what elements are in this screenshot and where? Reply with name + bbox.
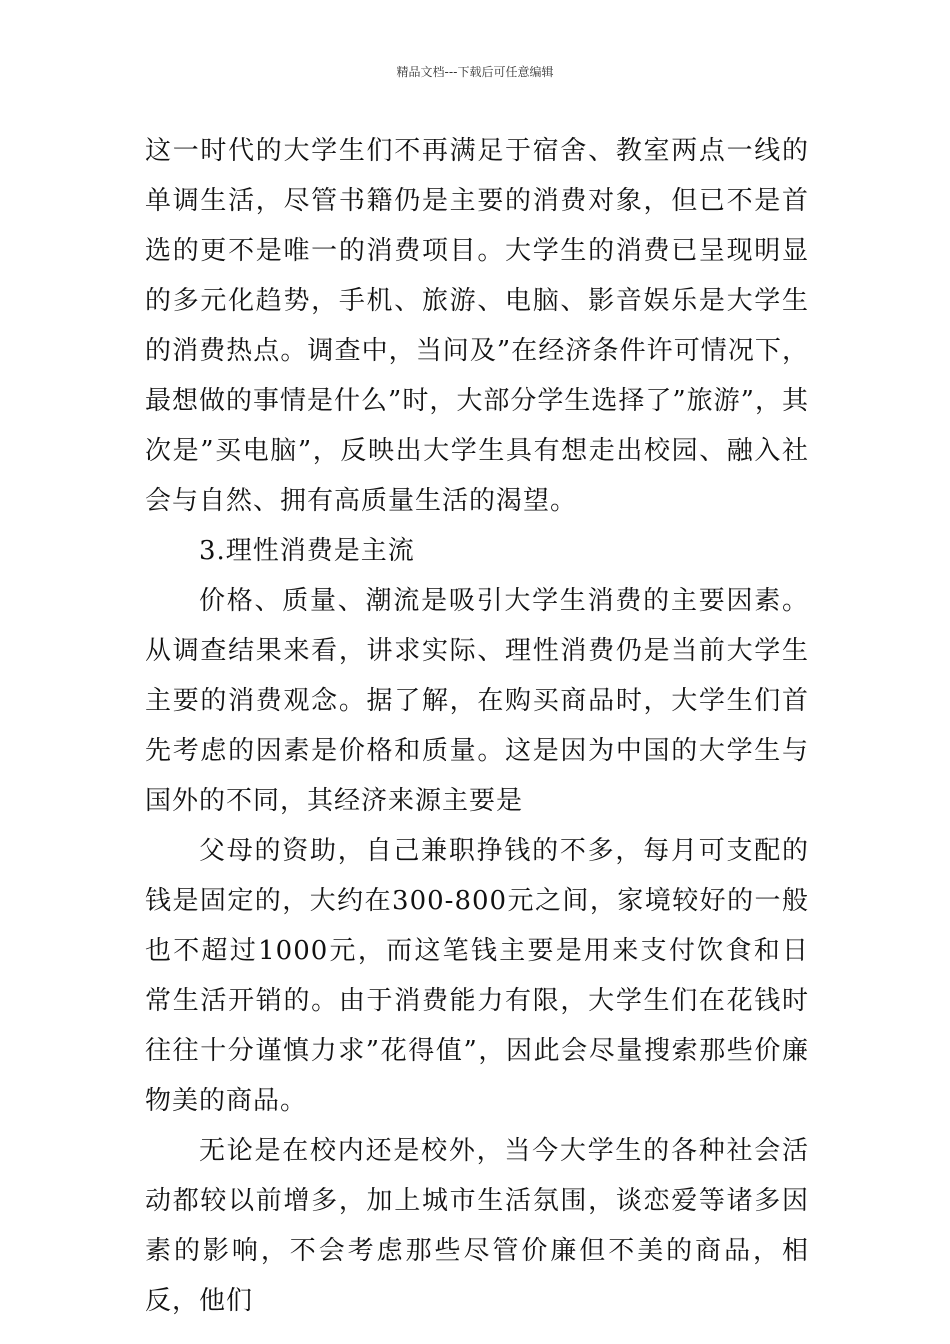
paragraph-parental-funding: 父母的资助，自己兼职挣钱的不多，每月可支配的钱是固定的，大约在300-800元之间，家境较好的一般也不超过1000元，而这笔钱主要是用来支付饮食和日常生活开销的。由于消费能力有限，大学生们在花钱时往往十分谨慎力求”花得值”，因此会尽量搜索那些价廉物美的商品。 (145, 836, 809, 1116)
paragraph-social-activities: 无论是在校内还是校外，当今大学生的各种社会活动都较以前增多，加上城市生活氛围，谈恋爱等诸多因素的影响，不会考虑那些尽管价廉但不美的商品，相反，他们 (145, 1136, 809, 1316)
page-header: 精品文档---下载后可任意编辑 (396, 65, 554, 79)
paragraph-consumption-diversification: 这一时代的大学生们不再满足于宿舍、教室两点一线的单调生活，尽管书籍仍是主要的消费对象，但已不是首选的更不是唯一的消费项目。大学生的消费已呈现明显的多元化趋势，手机、旅游、电脑、影音娱乐是大学生的消费热点。调查中，当问及”在经济条件许可情况下，最想做的事情是什么”时，大部分学生选择了”旅游”，其次是”买电脑”，反映出大学生具有想走出校园、融入社会与自然、拥有高质量生活的渴望。 (145, 136, 809, 516)
section-heading-rational-consumption: 3.理性消费是主流 (199, 536, 415, 566)
document-body (145, 126, 809, 1326)
paragraph-price-quality-factors: 价格、质量、潮流是吸引大学生消费的主要因素。从调查结果来看，讲求实际、理性消费仍是当前大学生主要的消费观念。据了解，在购买商品时，大学生们首先考虑的因素是价格和质量。这是因为中国的大学生与国外的不同，其经济来源主要是 (145, 586, 809, 816)
